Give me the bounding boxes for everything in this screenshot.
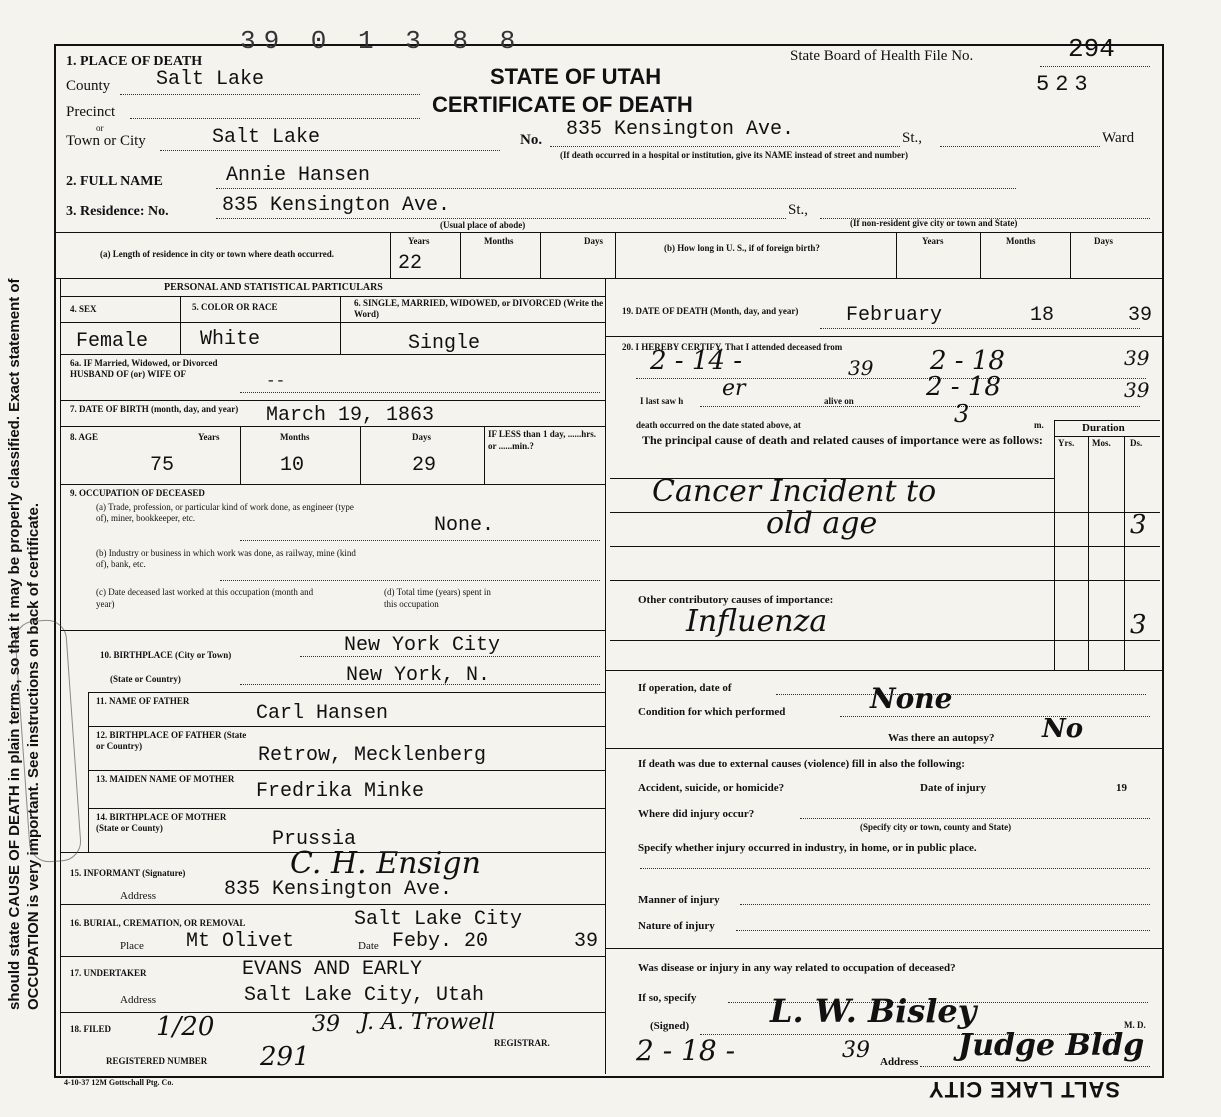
burial-date-label: Date [358,940,379,952]
accident-label: Accident, suicide, or homicide? [638,782,785,794]
ds-label: Ds. [1130,438,1143,448]
town-value: Salt Lake [212,126,321,149]
dob-value: March 19, 1863 [266,404,435,427]
certify-label: 20. I HEREBY CERTIFY, That I attended deceased from [622,342,843,352]
signed-date: 2 - 18 - [636,1034,736,1067]
cause-line-2: old age [766,506,878,541]
specify-industry-label: Specify whether injury occurred in industry, in home, or in public place. [638,842,977,854]
operation-label: If operation, date of [638,682,732,694]
length-of-residence-label: (a) Length of residence in city or town where death occurred. [100,249,335,259]
occupation-c-label: (c) Date deceased last worked at this occupation (month and year) [96,587,314,609]
attended-from: 2 - 14 - [650,346,742,376]
abode-note: (Usual place of abode) [440,220,526,230]
residence-days-label: Days [584,236,604,246]
dod-year: 39 [1128,304,1153,327]
time-of-death: 3 [954,400,970,428]
informant-address-label: Address [120,890,157,902]
injury-date-label: Date of injury [920,782,986,794]
full-name-label: 2. FULL NAME [66,174,163,189]
father-birthplace-label: 12. BIRTHPLACE OF FATHER (State or Country) [96,730,247,751]
filed-value: 1/20 [156,1012,215,1042]
autopsy-label: Was there an autopsy? [888,732,995,744]
where-injury-label: Where did injury occur? [638,808,755,820]
father-value: Carl Hansen [256,702,389,725]
burial-place-label: Place [120,940,144,952]
age-years: 75 [150,454,175,477]
dod-month: February [846,304,943,327]
occurred-label: death occurred on the date stated above, at [636,420,801,430]
race-label: 5. COLOR OR RACE [192,302,278,312]
marital-label: 6. SINGLE, MARRIED, WIDOWED, or DIVORCED (Write the Word) [354,298,604,319]
filed-year: 39 [312,1012,340,1037]
duration-label: Duration [1082,422,1125,434]
specify-place-note: (Specify city or town, county and State) [860,822,1012,832]
personal-section-label: PERSONAL AND STATISTICAL PARTICULARS [164,282,383,293]
birthplace-city: New York City [344,634,501,657]
father-label: 11. NAME OF FATHER [96,696,190,706]
residence-label: 3. Residence: No. [66,204,169,219]
mother-birthplace: Prussia [272,828,357,851]
last-saw-value: er [722,376,746,401]
town-label: Town or City [66,133,146,149]
foreign-birth-label: (b) How long in U. S., if of foreign birth? [664,243,820,253]
yrs-label: Yrs. [1058,438,1075,448]
condition-label: Condition for which performed [638,706,786,718]
cause-2-days: 3 [1130,510,1147,540]
dod-day: 18 [1030,304,1055,327]
contributory-cause: Influenza [686,604,828,639]
burial-year: 39 [574,930,599,953]
age-label: 8. AGE [70,432,99,442]
residence-st-label: St., [788,202,809,218]
injury-year-label: 19 [1116,782,1127,794]
marital-value: Single [408,332,481,355]
if-so-label: If so, specify [638,992,697,1004]
occupation-value: None. [434,514,495,537]
signed-year: 39 [842,1038,870,1063]
undertaker-address: Salt Lake City, Utah [244,984,485,1007]
occupation-b-label: (b) Industry or business in which work was done, as railway, mine (kind of), bank, etc. [96,548,356,569]
birthplace-state-label: (State or Country) [110,674,181,684]
md-label: M. D. [1124,1020,1146,1030]
street-no-label: No. [520,132,543,148]
physician-address-label: Address [880,1056,919,1068]
age-months: 10 [280,454,305,477]
foreign-years-label: Years [922,236,944,246]
age-days-label: Days [412,432,432,442]
ward-label: Ward [1102,130,1135,146]
informant-label: 15. INFORMANT (Signature) [70,868,186,878]
signed-label: (Signed) [650,1020,690,1032]
contributory-days: 3 [1130,610,1147,640]
sex-value: Female [76,330,149,353]
birthplace-label: 10. BIRTHPLACE (City or Town) [100,650,232,660]
place-of-death-label: 1. PLACE OF DEATH [66,54,203,69]
alive-on-year: 39 [1124,378,1150,402]
burial-city: Salt Lake City [354,908,523,931]
mos-label: Mos. [1092,438,1111,448]
rubber-stamp: SALT LAKE CITY [928,1077,1121,1102]
filed-label: 18. FILED [70,1024,112,1034]
attended-to-year: 39 [1124,346,1150,370]
county-label: County [66,78,111,94]
residence-years: 22 [398,252,423,275]
hospital-note: (If death occurred in a hospital or institution, give its NAME instead of street and number) [560,150,909,160]
cause-line-1: Cancer Incident to [652,474,937,509]
occupational-disease-label: Was disease or injury in any way related to occupation of deceased? [638,962,956,974]
registered-number: 291 [260,1042,310,1072]
birthplace-state: New York, N. [346,664,491,687]
serial-number: 39 0 1 3 8 8 [240,26,524,56]
autopsy-value: No [1042,714,1084,744]
external-causes-label: If death was due to external causes (violence) fill in also the following: [638,758,965,770]
race-value: White [200,328,261,351]
or-label: or [96,123,104,133]
foreign-months-label: Months [1006,236,1036,246]
residence-years-label: Years [408,236,430,246]
mother-label: 13. MAIDEN NAME OF MOTHER [96,774,235,784]
residence-value: 835 Kensington Ave. [222,194,451,217]
operation-value: None [870,682,953,715]
dob-label: 7. DATE OF BIRTH (month, day, and year) [70,404,239,414]
alive-on-label: alive on [824,396,854,406]
undertaker-label: 17. UNDERTAKER [70,968,147,978]
alive-on-value: 2 - 18 [926,372,1001,402]
registered-number-label: REGISTERED NUMBER [106,1056,208,1066]
burial-label: 16. BURIAL, CREMATION, OR REMOVAL [70,918,246,928]
last-saw-label: I last saw h [640,396,684,406]
margin-line-2: OCCUPATION is very important. See instructions on back of certificate. [25,502,42,1010]
street-value: 835 Kensington Ave. [566,118,795,141]
sex-label: 4. SEX [70,304,97,314]
occupation-a-label: (a) Trade, profession, or particular kind of work done, as engineer (type of), miner, bookkeeper, etc. [96,502,354,523]
registrar-label: REGISTRAR. [494,1038,550,1048]
registrar-signature: J. A. Trowell [360,1010,496,1035]
burial-place: Mt Olivet [186,930,295,953]
full-name: Annie Hansen [226,164,371,187]
file-number-label: State Board of Health File No. [790,48,974,64]
file-number: 294 [1068,34,1115,64]
undertaker-address-label: Address [120,994,157,1006]
mother-birthplace-label: 14. BIRTHPLACE OF MOTHER (State or County) [96,812,227,833]
contributory-label: Other contributory causes of importance: [638,594,834,606]
nature-label: Nature of injury [638,920,715,932]
m-label: m. [1034,420,1044,430]
printer-note: 4-10-37 12M Gottschall Ptg. Co. [64,1078,174,1087]
age-days: 29 [412,454,437,477]
nonresident-note: (If non-resident give city or town and State) [850,218,1018,228]
margin-line-1: should state CAUSE OF DEATH in plain terms, so that it may be properly classified. Exact statement of [6,278,23,1010]
margin-instructions [6,110,42,1010]
undertaker-value: EVANS AND EARLY [242,958,423,981]
attended-from-year: 39 [848,356,874,380]
age-months-label: Months [280,432,310,442]
physician-address: Judge Bldg [958,1028,1145,1063]
foreign-days-label: Days [1094,236,1114,246]
mother-value: Fredrika Minke [256,780,425,803]
spouse-label: 6a. IF Married, Widowed, or Divorced HUSBAND OF (or) WIFE OF [70,358,218,379]
residence-months-label: Months [484,236,514,246]
informant-signature: C. H. Ensign [290,846,481,881]
cause-label: The principal cause of death and related causes of importance were as follows: [642,433,1043,447]
attended-to: 2 - 18 [930,346,1005,376]
manner-label: Manner of injury [638,894,720,906]
certificate-title: CERTIFICATE OF DEATH [432,92,693,117]
occupation-d-label: (d) Total time (years) spent in this occupation [384,587,491,609]
father-birthplace: Retrow, Mecklenberg [258,744,487,767]
spouse-value: -- [266,372,286,390]
physician-signature: L. W. Bisley [770,992,977,1030]
age-years-label: Years [198,432,220,442]
state-title: STATE OF UTAH [490,64,662,89]
county-value: Salt Lake [156,68,265,91]
file-number-2: 523 [1036,72,1094,97]
less-than-day-label: IF LESS than 1 day, ......hrs. or ......min.? [488,429,596,451]
date-of-death-label: 19. DATE OF DEATH (Month, day, and year) [622,306,799,316]
st-label: St., [902,130,923,146]
occupation-label: 9. OCCUPATION OF DECEASED [70,488,205,498]
informant-address: 835 Kensington Ave. [224,878,453,901]
precinct-label: Precinct [66,104,116,120]
burial-date: Feby. 20 [392,930,489,953]
